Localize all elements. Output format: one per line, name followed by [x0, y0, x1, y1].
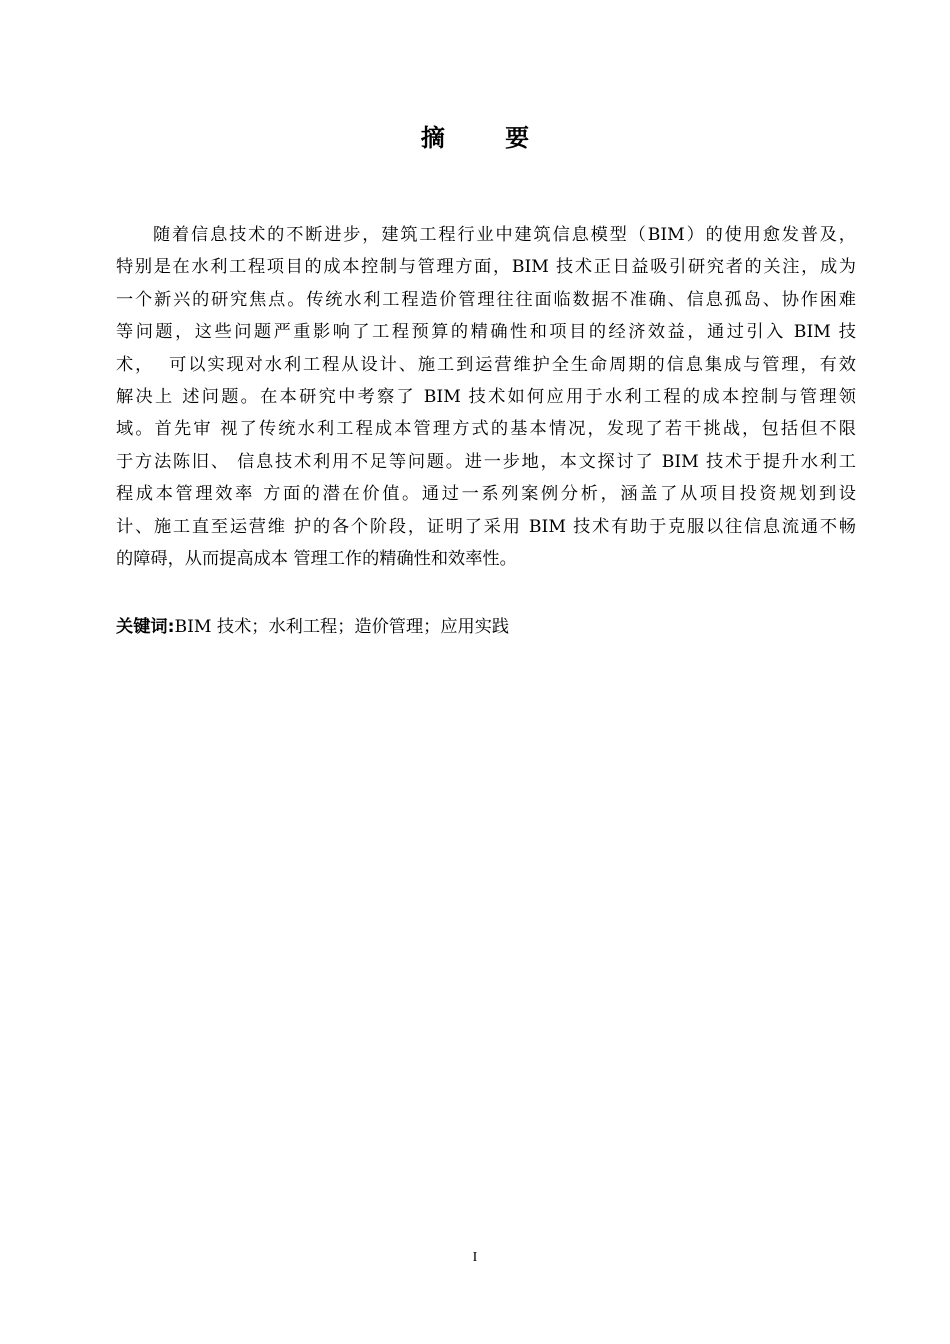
abstract-line: 于方法陈旧、 信息技术利用不足等问题。进一步地，本文探讨了 BIM 技术于提升水利工 [116, 451, 856, 472]
keywords [116, 614, 856, 640]
abstract-line: 术， 可以实现对水利工程从设计、施工到运营维护全生命周期的信息集成与管理，有效 [116, 354, 856, 375]
abstract-line: 域。首先审 视了传统水利工程成本管理方式的基本情况，发现了若干挑战，包括但不限 [116, 419, 856, 440]
abstract-line: 程成本管理效率 方面的潜在价值。通过一系列案例分析，涵盖了从项目投资规划到设 [116, 484, 856, 505]
abstract-line: 一个新兴的研究焦点。传统水利工程造价管理往往面临数据不准确、信息孤岛、协作困难 [116, 289, 856, 310]
abstract-line: 等问题，这些问题严重影响了工程预算的精确性和项目的经济效益，通过引入 BIM 技 [116, 322, 856, 343]
abstract-line: 解决上 述问题。在本研究中考察了 BIM 技术如何应用于水利工程的成本控制与管理领 [116, 386, 856, 407]
keywords-label: 关键词: [116, 617, 175, 637]
abstract-body [116, 219, 856, 575]
page-number: I [472, 1250, 478, 1265]
abstract-line: 特别是在水利工程项目的成本控制与管理方面，BIM 技术正日益吸引研究者的关注，成为 [116, 257, 856, 278]
abstract-line: 的障碍，从而提高成本 管理工作的精确性和效率性。 [116, 548, 517, 569]
page-title: 摘 要 [420, 124, 556, 152]
keywords-text: BIM 技术；水利工程；造价管理；应用实践 [174, 617, 510, 637]
abstract-line: 随着信息技术的不断进步，建筑工程行业中建筑信息模型（BIM）的使用愈发普及， [153, 225, 856, 245]
abstract-line: 计、施工直至运营维 护的各个阶段，证明了采用 BIM 技术有助于克服以往信息流通不畅 [116, 516, 856, 537]
